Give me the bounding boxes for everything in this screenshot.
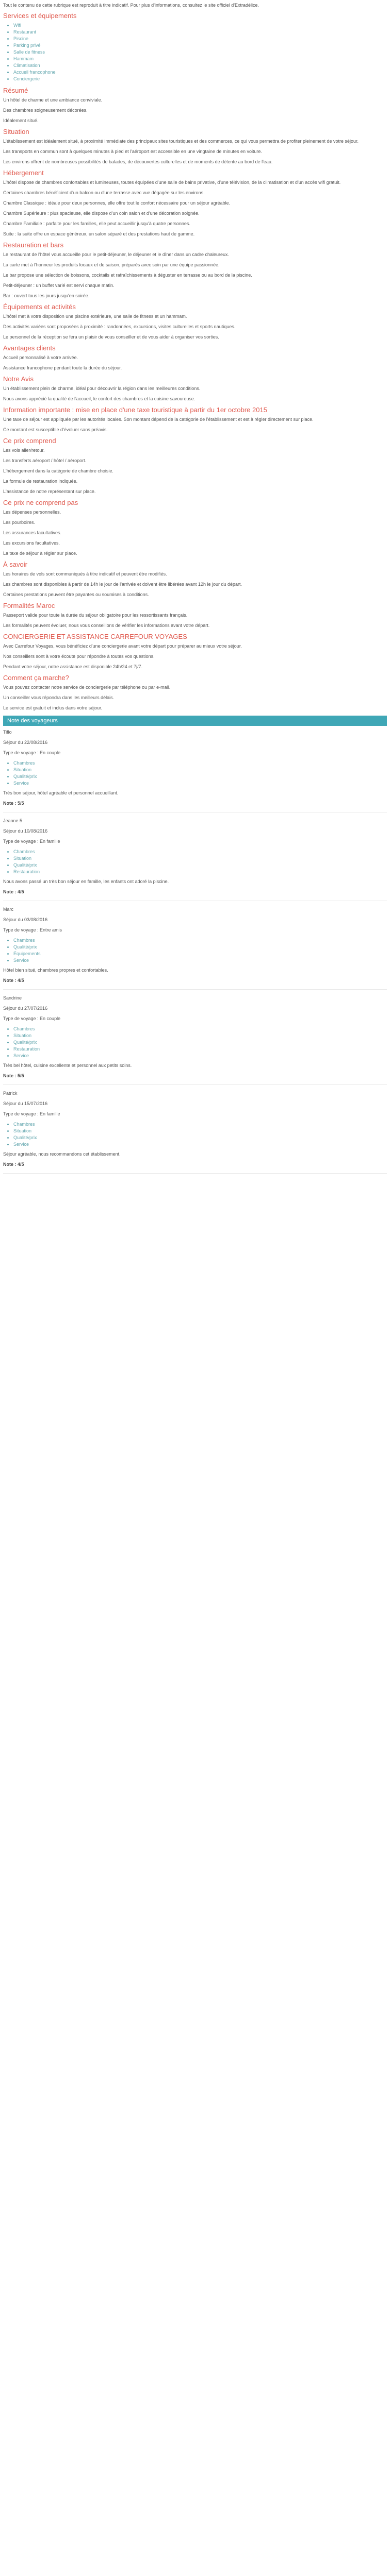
review-criterion: • Qualité/prix [13,1039,387,1046]
section-title: Équipements et activités [3,303,76,311]
review-criterion: • Équipements [13,951,387,957]
review-criterion: • Restauration [13,869,387,875]
review-date: Séjour du 03/08/2016 [3,917,48,922]
section-paragraph: Les dépenses personnelles. [3,510,61,515]
section-paragraph: L'hôtel dispose de chambres confortables et lumineuses, toutes équipées d'une salle de bains privative, d'une télévision, de la climatisation et d'un accès wifi gratuit. [3,180,341,185]
review-trip-type: Type de voyage : En couple [3,750,61,755]
section-paragraph: Pendant votre séjour, notre assistance est disponible 24h/24 et 7j/7. [3,664,143,669]
reviewer-name: Tiflo [3,730,12,735]
section-title: Notre Avis [3,375,34,383]
section-title: Services et équipements [3,12,77,20]
review-divider [3,1084,387,1085]
section-paragraph: Les assurances facultatives. [3,530,62,535]
sections-container [3,12,387,711]
section-paragraph: Les transports en commun sont à quelques minutes à pied et l'aéroport est accessible en une vingtaine de minutes en voiture. [3,149,263,154]
section-title: Comment ça marche? [3,674,69,682]
reviews-list [3,729,387,1174]
review-rating: Note : 4/5 [3,889,24,894]
review-criterion: • Restauration [13,1046,387,1053]
review-comment: Très bel hôtel, cuisine excellente et personnel aux petits soins. [3,1063,132,1068]
section-paragraph: Assistance francophone pendant toute la durée du séjour. [3,365,122,370]
review-criterion: • Situation [13,1032,387,1039]
review-criterion: • Qualité/prix [13,944,387,951]
review-criterion: • Service [13,1141,387,1148]
section-title: Avantages clients [3,344,56,352]
section-paragraph: Les environs offrent de nombreuses possibilités de balades, de découvertes culturelles et de moments de détente au bord de l'eau. [3,159,273,164]
review-criterion: • Service [13,1053,387,1059]
section-paragraph: Le bar propose une sélection de boissons, cocktails et rafraîchissements à déguster en terrasse ou au bord de la piscine. [3,273,252,278]
section-paragraph: Bar : ouvert tous les jours jusqu'en soirée. [3,293,90,298]
review-item [3,729,387,812]
section-paragraph: Nos conseillers sont à votre écoute pour répondre à toutes vos questions. [3,654,155,659]
section-title: Ce prix comprend [3,437,56,445]
feature-list [3,22,387,82]
review-criterion: • Chambres [13,1026,387,1032]
review-criterion: • Situation [13,855,387,862]
section-paragraph: Les pourboires. [3,520,36,525]
feature-item: • Accueil francophone [13,69,387,76]
section-paragraph: Les vols aller/retour. [3,448,45,453]
review-criterion: • Chambres [13,937,387,944]
review-criterion: • Service [13,957,387,964]
reviews-banner: Note des voyageurs [3,716,387,726]
review-date: Séjour du 10/08/2016 [3,828,48,834]
section-paragraph: Les excursions facultatives. [3,540,60,546]
section-paragraph: Suite : la suite offre un espace généreux, un salon séparé et des prestations haut de gamme. [3,231,195,236]
section-title: Information importante : mise en place d'une taxe touristique à partir du 1er octobre 2015 [3,406,267,414]
feature-item: • Restaurant [13,29,387,36]
section-paragraph: L'établissement est idéalement situé, à proximité immédiate des principaux sites touristiques et des commerces, ce qui vous permettra de profiter pleinement de votre séjour. [3,139,359,144]
review-criteria [3,849,387,875]
review-rating: Note : 4/5 [3,1162,24,1167]
section-paragraph: Un hôtel de charme et une ambiance conviviale. [3,97,103,103]
section-paragraph: Chambre Classique : idéale pour deux personnes, elle offre tout le confort nécessaire pour un séjour agréable. [3,200,231,206]
review-divider [3,989,387,990]
feature-item: • Parking privé [13,42,387,49]
section-paragraph: La carte met à l'honneur les produits locaux et de saison, préparés avec soin par une équipe passionnée. [3,262,220,267]
review-comment: Très bon séjour, hôtel agréable et personnel accueillant. [3,790,119,795]
section-title: Formalités Maroc [3,602,55,609]
review-item [3,995,387,1085]
feature-item: • Piscine [13,36,387,42]
section-paragraph: Le service est gratuit et inclus dans votre séjour. [3,705,103,710]
section-paragraph: Un conseiller vous répondra dans les meilleurs délais. [3,695,115,700]
feature-item: • Climatisation [13,62,387,69]
review-rating: Note : 5/5 [3,1073,24,1078]
reviewer-name: Marc [3,907,13,912]
section-paragraph: Les formalités peuvent évoluer, nous vous conseillons de vérifier les informations avant votre départ. [3,623,210,628]
review-trip-type: Type de voyage : Entre amis [3,927,62,933]
section-paragraph: Petit-déjeuner : un buffet varié est servi chaque matin. [3,283,115,288]
section-paragraph: Les horaires de vols sont communiqués à titre indicatif et peuvent être modifiés. [3,571,167,577]
review-trip-type: Type de voyage : En famille [3,1111,60,1116]
review-comment: Hôtel bien situé, chambres propres et confortables. [3,968,108,973]
section-title: Résumé [3,87,28,94]
section-paragraph: Le restaurant de l'hôtel vous accueille pour le petit-déjeuner, le déjeuner et le dîner dans un cadre chaleureux. [3,252,230,257]
review-comment: Nous avons passé un très bon séjour en famille, les enfants ont adoré la piscine. [3,879,169,884]
section-paragraph: Les transferts aéroport / hôtel / aéroport. [3,458,87,463]
review-divider [3,1173,387,1174]
review-criterion: • Qualité/prix [13,1134,387,1141]
review-date: Séjour du 27/07/2016 [3,1006,48,1011]
section-paragraph: Passeport valide pour toute la durée du séjour obligatoire pour les ressortissants français. [3,613,188,618]
section-paragraph: Une taxe de séjour est appliquée par les autorités locales. Son montant dépend de la catégorie de l'établissement et est à régler directement sur place. [3,417,314,422]
section-paragraph: Certaines chambres bénéficient d'un balcon ou d'une terrasse avec vue dégagée sur les environs. [3,190,205,195]
review-criteria [3,1026,387,1059]
reviewer-name: Jeanne 5 [3,818,23,823]
section-paragraph: Des chambres soigneusement décorées. [3,108,88,113]
review-comment: Séjour agréable, nous recommandons cet établissement. [3,1151,121,1157]
section-paragraph: Certaines prestations peuvent être payantes ou soumises à conditions. [3,592,149,597]
section-paragraph: Des activités variées sont proposées à proximité : randonnées, excursions, visites culturelles et sports nautiques. [3,324,236,329]
feature-item: • Salle de fitness [13,49,387,56]
section-paragraph: Le personnel de la réception se fera un plaisir de vous conseiller et de vous aider à organiser vos sorties. [3,334,219,340]
review-criteria [3,760,387,787]
reviewer-name: Patrick [3,1091,18,1096]
section-paragraph: Idéalement situé. [3,118,39,123]
feature-item: • Hammam [13,56,387,62]
review-trip-type: Type de voyage : En couple [3,1016,61,1021]
section-paragraph: Vous pouvez contacter notre service de conciergerie par téléphone ou par e-mail. [3,685,171,690]
review-rating: Note : 5/5 [3,801,24,806]
review-item [3,818,387,901]
review-criterion: • Situation [13,767,387,773]
section-paragraph: Avec Carrefour Voyages, vous bénéficiez d'une conciergerie avant votre départ pour préparer au mieux votre séjour. [3,643,242,649]
section-paragraph: Un établissement plein de charme, idéal pour découvrir la région dans les meilleures conditions. [3,386,201,391]
section-paragraph: La taxe de séjour à régler sur place. [3,551,77,556]
section-title: À savoir [3,561,27,568]
section-title: CONCIERGERIE ET ASSISTANCE CARREFOUR VOYAGES [3,633,187,640]
section-paragraph: Accueil personnalisé à votre arrivée. [3,355,78,360]
section-title: Hébergement [3,169,44,177]
section-title: Restauration et bars [3,241,64,249]
feature-item: • Wifi [13,22,387,29]
section-paragraph: Ce montant est susceptible d'évoluer sans préavis. [3,427,108,432]
review-criterion: • Service [13,780,387,787]
review-criterion: • Situation [13,1128,387,1134]
section-paragraph: L'hébergement dans la catégorie de chambre choisie. [3,468,113,473]
section-paragraph: Nous avons apprécié la qualité de l'accueil, le confort des chambres et la cuisine savoureuse. [3,396,196,401]
review-rating: Note : 4/5 [3,978,24,983]
reviewer-name: Sandrine [3,995,22,1001]
section-paragraph: L'hôtel met à votre disposition une piscine extérieure, une salle de fitness et un hammam. [3,314,187,319]
review-criteria [3,937,387,964]
page-content [0,0,390,1174]
intro-text: Tout le contenu de cette rubrique est reproduit à titre indicatif. Pour plus d'informations, consultez le site officiel d'Extradélice. [3,3,259,8]
review-criterion: • Qualité/prix [13,773,387,780]
review-date: Séjour du 22/08/2016 [3,740,48,745]
section-title: Situation [3,128,29,135]
section-paragraph: Chambre Familiale : parfaite pour les familles, elle peut accueillir jusqu'à quatre personnes. [3,221,190,226]
section-paragraph: Chambre Supérieure : plus spacieuse, elle dispose d'un coin salon et d'une décoration soignée. [3,211,200,216]
section-paragraph: Les chambres sont disponibles à partir de 14h le jour de l'arrivée et doivent être libérées avant 12h le jour du départ. [3,582,242,587]
review-item [3,1090,387,1174]
review-trip-type: Type de voyage : En famille [3,839,60,844]
review-criterion: • Qualité/prix [13,862,387,869]
section-title: Ce prix ne comprend pas [3,499,78,506]
section-paragraph: L'assistance de notre représentant sur place. [3,489,96,494]
review-criterion: • Chambres [13,760,387,767]
feature-item: • Conciergerie [13,76,387,82]
review-criteria [3,1121,387,1148]
review-item [3,906,387,990]
section-paragraph: La formule de restauration indiquée. [3,479,78,484]
review-date: Séjour du 15/07/2016 [3,1101,48,1106]
review-criterion: • Chambres [13,849,387,855]
review-criterion: • Chambres [13,1121,387,1128]
